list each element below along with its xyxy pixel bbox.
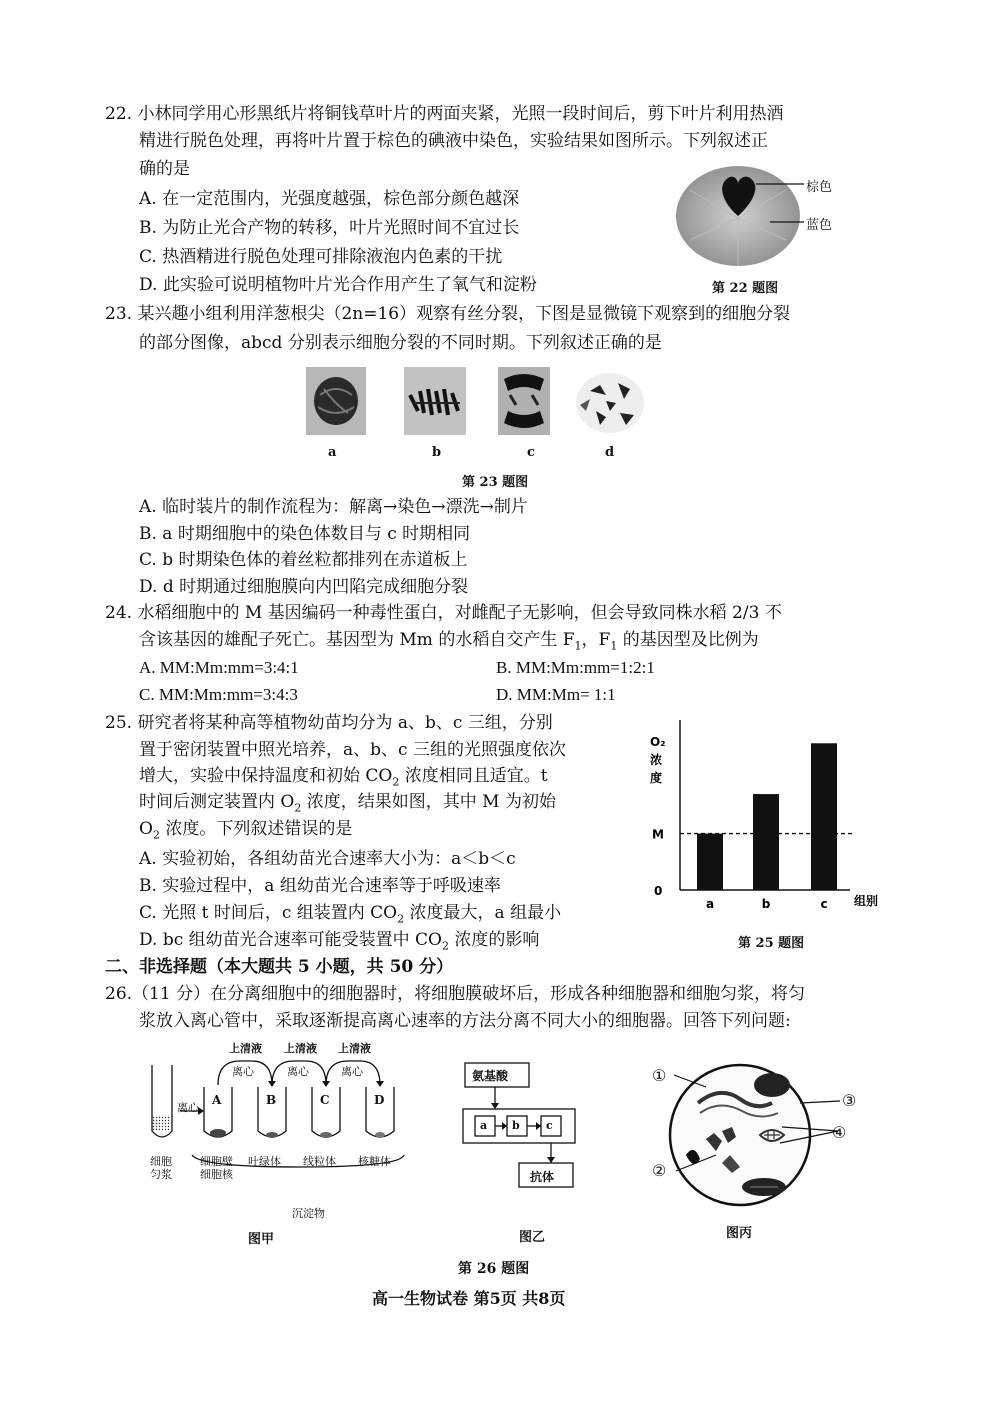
tube-label-d: D: [374, 1093, 385, 1107]
fig-yi-caption: 图乙: [519, 1230, 546, 1245]
category-label-a: a: [705, 897, 715, 911]
reference-label-m: M: [652, 827, 664, 842]
page-footer: 高一生物试卷 第5页 共8页: [372, 1289, 566, 1308]
q22-label-brown: 棕色: [806, 180, 833, 195]
centrifuge-label-3: 离心: [287, 1065, 309, 1078]
marker-4: ④: [832, 1123, 847, 1142]
bar-b: [753, 794, 779, 890]
q22-stem-line3: 确的是: [139, 159, 190, 179]
supernatant-label-3: 上清液: [338, 1042, 371, 1055]
flow-box-a: a: [480, 1119, 488, 1132]
micrograph-c: [498, 367, 550, 435]
section-heading: 二、非选择题（本大题共 5 小题，共 50 分）: [105, 957, 454, 977]
label-mitochondria: 线粒体: [303, 1155, 336, 1168]
q24-stem-line2: 含该基因的雄配子死亡。基因型为 Mm 的水稻自交产生 $F_1$，$F_1$ 的基因型及比例为: [139, 630, 759, 653]
flow-amino-acid: 氨基酸: [472, 1069, 509, 1083]
bar-a: [697, 834, 723, 890]
marker-2: ②: [652, 1161, 667, 1180]
label-sediment: 沉淀物: [292, 1207, 325, 1220]
q23-micrograph-strip: [300, 365, 660, 445]
q23-stem-line2: 的部分图像，abcd 分别表示细胞分裂的不同时期。下列叙述正确的是: [139, 333, 662, 353]
q26-stem-line2: 浆放入离心管中，采取逐渐提高离心速率的方法分离不同大小的细胞器。回答下列问题:: [139, 1011, 791, 1031]
q22-option-a: A. 在一定范围内，光强度越强，棕色部分颜色越深: [139, 189, 520, 209]
q22-option-d: D. 此实验可说明植物叶片光合作用产生了氧气和淀粉: [139, 275, 537, 295]
label-homogenate-2: 匀浆: [150, 1168, 172, 1181]
flow-antibody: 抗体: [530, 1170, 555, 1184]
supernatant-label-2: 上清液: [284, 1042, 317, 1055]
q24-stem-line1: 24. 水稻细胞中的 M 基因编码一种毒性蛋白，对雌配子无影响，但会导致同株水稻 2/3 不: [105, 603, 782, 623]
q23-option-b: B. a 时期细胞中的染色体数目与 c 时期相同: [139, 524, 471, 544]
q25-stem-line3: 增大，实验中保持温度和初始 $CO_2$ 浓度相同且适宜。t: [139, 766, 548, 789]
q22-leaf-figure: [670, 160, 870, 270]
q23-stem-line1: 23. 某兴趣小组利用洋葱根尖（2n=16）观察有丝分裂，下图是显微镜下观察到的细胞分裂: [105, 304, 791, 324]
q24-option-b: B. MM:Mm:mm=1:2:1: [496, 658, 655, 677]
q25-option-b: B. 实验过程中，a 组幼苗光合速率等于呼吸速率: [139, 876, 501, 896]
label-homogenate-1: 细胞: [150, 1155, 172, 1168]
label-chloroplast: 叶绿体: [248, 1155, 281, 1168]
q26-caption: 第 26 题图: [458, 1261, 530, 1277]
flow-box-b: b: [512, 1119, 520, 1132]
micrograph-d: [576, 373, 644, 433]
q22-caption: 第 22 题图: [712, 281, 779, 296]
marker-3: ③: [842, 1091, 857, 1110]
q23-option-c: C. b 时期染色体的着丝粒都排列在赤道板上: [139, 550, 468, 570]
nucleus-shape: [754, 1073, 790, 1097]
q23-label-a: a: [328, 445, 337, 460]
q22-label-blue: 蓝色: [806, 218, 833, 233]
q26-stem-line1: 26.（11 分）在分离细胞中的细胞器时，将细胞膜破坏后，形成各种细胞器和细胞匀浆，将匀: [105, 984, 806, 1004]
label-ribosome: 核糖体: [358, 1155, 391, 1168]
tube-label-c: C: [320, 1093, 330, 1107]
x-axis-label: 组别: [854, 894, 879, 908]
bar-c: [811, 743, 837, 890]
q25-option-c: C. 光照 t 时间后，c 组装置内 $CO_2$ 浓度最大，a 组最小: [139, 903, 562, 926]
q25-bar-chart: [640, 712, 890, 912]
y-label-2: 浓: [650, 753, 663, 767]
fig-jia-centrifuge-diagram: [140, 1035, 420, 1225]
tube-label-b: B: [266, 1093, 277, 1107]
label-cell-wall: 细胞壁: [200, 1155, 233, 1168]
label-nucleus: 细胞核: [200, 1168, 233, 1181]
tube-label-a: A: [212, 1093, 222, 1107]
y-label-3: 度: [650, 771, 663, 785]
q23-option-d: D. d 时期通过细胞膜向内凹陷完成细胞分裂: [139, 577, 469, 597]
q25-option-a: A. 实验初始，各组幼苗光合速率大小为：a＜b＜c: [139, 849, 516, 869]
q22-stem-line2: 精进行脱色处理，再将叶片置于棕色的碘液中染色，实验结果如图所示。下列叙述正: [139, 131, 768, 151]
q23-option-a: A. 临时装片的制作流程为：解离→染色→漂洗→制片: [139, 497, 528, 517]
flow-box-c: c: [546, 1119, 553, 1132]
q22-option-c: C. 热酒精进行脱色处理可排除液泡内色素的干扰: [139, 247, 503, 267]
centrifuge-label-2: 离心: [232, 1065, 254, 1078]
fig-bing-cell-diagram: [660, 1055, 860, 1215]
q25-caption: 第 25 题图: [738, 936, 805, 951]
q25-stem-line1: 25. 研究者将某种高等植物幼苗均分为 a、b、c 三组，分别: [105, 713, 553, 733]
micrograph-a: [306, 367, 366, 435]
q22-option-b: B. 为防止光合产物的转移，叶片光照时间不宜过长: [139, 218, 520, 238]
q25-option-d: D. bc 组幼苗光合速率可能受装置中 $CO_2$ 浓度的影响: [139, 930, 540, 953]
q24-option-d: D. MM:Mm= 1:1: [496, 685, 616, 704]
fig-bing-caption: 图丙: [726, 1226, 753, 1241]
q24-option-a: A. MM:Mm:mm=3:4:1: [139, 658, 299, 677]
q23-label-c: c: [527, 445, 535, 460]
origin-label: 0: [654, 884, 663, 898]
marker-1: ①: [652, 1066, 667, 1085]
centrifuge-label-1: 离心: [177, 1101, 199, 1114]
q23-caption: 第 23 题图: [462, 475, 529, 490]
y-label-1: O₂: [650, 735, 666, 749]
q24-option-c: C. MM:Mm:mm=3:4:3: [139, 685, 298, 704]
q23-label-d: d: [605, 445, 615, 460]
category-label-b: b: [761, 897, 771, 911]
supernatant-label-1: 上清液: [229, 1042, 262, 1055]
micrograph-b: [404, 367, 466, 435]
q25-stem-line2: 置于密闭装置中照光培养，a、b、c 三组的光照强度依次: [139, 740, 566, 760]
q25-stem-line5: $O_2$ 浓度。下列叙述错误的是: [139, 819, 353, 842]
q22-stem-line1: 22. 小林同学用心形黑纸片将铜钱草叶片的两面夹紧，光照一段时间后，剪下叶片利用热酒: [105, 104, 784, 124]
category-label-c: c: [820, 897, 828, 911]
q23-label-b: b: [432, 445, 442, 460]
centrifuge-label-4: 离心: [341, 1065, 363, 1078]
fig-jia-caption: 图甲: [248, 1232, 275, 1247]
q25-stem-line4: 时间后测定装置内 $O_2$ 浓度，结果如图，其中 M 为初始: [139, 792, 556, 815]
